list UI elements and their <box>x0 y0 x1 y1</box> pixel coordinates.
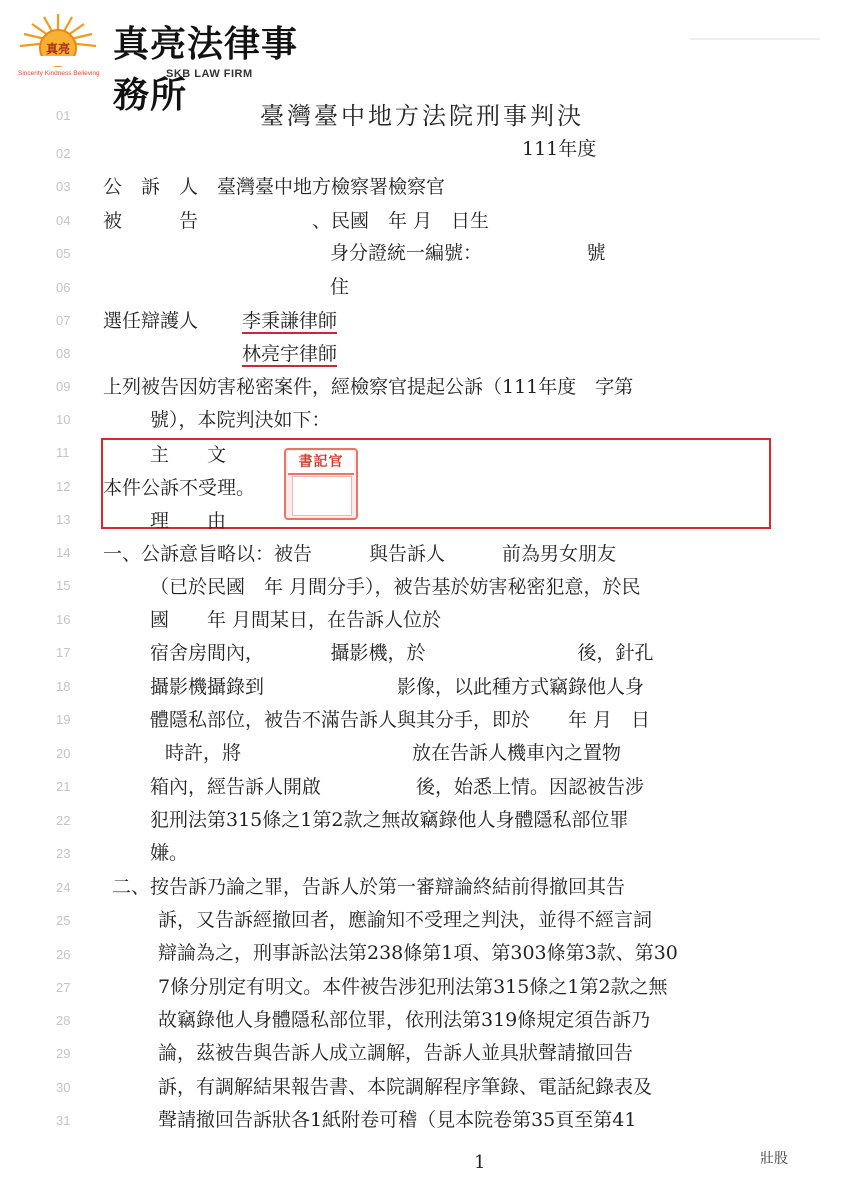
paragraph-line: 訴，有調解結果報告書、本院調解程序筆錄、電話紀錄表及 <box>158 1076 653 1098</box>
paragraph-line: 攝影機攝錄到 影像，以此種方式竊錄他人身 <box>150 676 645 698</box>
paragraph-line: 一、公訴意旨略以：被告 與告訴人 前為男女朋友 <box>103 543 617 565</box>
reasons-heading: 理 由 <box>150 510 227 532</box>
paragraph-line: 二、按告訴乃論之罪，告訴人於第一審辯論終結前得撤回其告 <box>112 876 626 898</box>
defense-counsel-label: 選任辯護人 <box>103 310 199 332</box>
paragraph-line: 犯刑法第315條之1第2款之無故竊錄他人身體隱私部位罪 <box>150 809 629 831</box>
line-number: 29 <box>56 1046 71 1061</box>
line-number: 14 <box>56 545 71 560</box>
firm-name: 真亮法律事務所 <box>113 23 299 116</box>
paragraph-line: 箱內，經告訴人開啟 後，始悉上情。因認被告涉 <box>150 776 645 798</box>
line-number: 02 <box>56 146 71 161</box>
paragraph-line: 7條分別定有明文。本件被告涉犯刑法第315條之1第2款之無 <box>158 976 668 998</box>
case-intro-line: 號），本院判決如下： <box>150 409 331 431</box>
line-number: 28 <box>56 1013 71 1028</box>
paragraph-line: 國 年 月間某日，在告訴人位於 <box>150 609 442 631</box>
line-number: 24 <box>56 880 71 895</box>
paragraph-line: 論，茲被告與告訴人成立調解，告訴人並具狀聲請撤回告 <box>158 1042 634 1064</box>
paragraph-line: 故竊錄他人身體隱私部位罪，依刑法第319條規定須告訴乃 <box>158 1009 651 1031</box>
line-number: 04 <box>56 213 71 228</box>
line-number: 09 <box>56 379 71 394</box>
line-number: 13 <box>56 512 71 527</box>
line-number: 23 <box>56 846 71 861</box>
defendant-line: 被 告 、民國 年 月 日生 <box>103 210 490 232</box>
paragraph-line: 宿舍房間內， 攝影機，於 後，針孔 <box>150 642 654 664</box>
line-number: 12 <box>56 479 71 494</box>
document-title: 臺灣臺中地方法院刑事判決 <box>260 102 584 130</box>
paragraph-line: 體隱私部位，被告不滿告訴人與其分手，即於 年 月 日 <box>150 709 651 731</box>
line-number: 27 <box>56 980 71 995</box>
address-line: 住 <box>330 276 350 298</box>
defense-counsel-1: 李秉謙律師 <box>242 310 338 332</box>
line-number: 19 <box>56 712 71 727</box>
scan-artifact <box>690 38 820 40</box>
line-number: 22 <box>56 813 71 828</box>
line-number: 03 <box>56 179 71 194</box>
case-intro-line: 上列被告因妨害秘密案件，經檢察官提起公訴（111年度 字第 <box>103 376 634 398</box>
prosecutor-line: 公 訴 人 臺灣臺中地方檢察署檢察官 <box>103 176 446 198</box>
line-number: 16 <box>56 612 71 627</box>
firm-tagline: Sincerity Kindness Believing <box>18 70 100 77</box>
line-number: 11 <box>56 445 70 460</box>
line-number: 06 <box>56 280 71 295</box>
defense-counsel-2: 林亮宇律師 <box>242 343 338 365</box>
division-label: 壯股 <box>760 1151 788 1167</box>
line-number: 17 <box>56 645 71 660</box>
page-number: 1 <box>474 1152 486 1173</box>
clerk-stamp-label: 書記官 <box>288 451 354 475</box>
paragraph-line: 聲請撤回告訴狀各1紙附卷可稽（見本院卷第35頁至第41 <box>158 1109 637 1131</box>
line-number: 01 <box>56 108 71 123</box>
paragraph-line: 辯論為之，刑事訴訟法第238條第1項、第303條第3款、第30 <box>158 942 678 964</box>
line-number: 25 <box>56 913 71 928</box>
line-number: 18 <box>56 679 71 694</box>
line-number: 10 <box>56 412 71 427</box>
main-text-heading: 主 文 <box>150 444 227 466</box>
verdict-text: 本件公訴不受理。 <box>103 477 256 499</box>
clerk-stamp <box>284 448 358 520</box>
paragraph-line: 訴，又告訴經撤回者，應諭知不受理之判決，並得不經言詞 <box>158 909 653 931</box>
line-number: 05 <box>56 246 71 261</box>
line-number: 21 <box>56 779 71 794</box>
line-number: 08 <box>56 346 71 361</box>
firm-name-english: SKB LAW FIRM <box>166 68 253 80</box>
line-number: 07 <box>56 313 71 328</box>
line-number: 31 <box>56 1113 71 1128</box>
line-number: 15 <box>56 578 71 593</box>
line-number: 26 <box>56 947 71 962</box>
paragraph-line: （已於民國 年 月間分手），被告基於妨害秘密犯意，於民 <box>150 576 641 598</box>
paragraph-line: 時許，將 放在告訴人機車內之置物 <box>165 742 622 764</box>
logo-seal-text: 真亮 <box>46 42 71 56</box>
line-number: 20 <box>56 746 71 761</box>
clerk-stamp-signature-area <box>292 476 352 516</box>
id-number-line: 身分證統一編號： 號 <box>330 242 606 264</box>
document-year: 111年度 <box>522 138 597 160</box>
line-number: 30 <box>56 1080 71 1095</box>
paragraph-line: 嫌。 <box>150 842 189 864</box>
